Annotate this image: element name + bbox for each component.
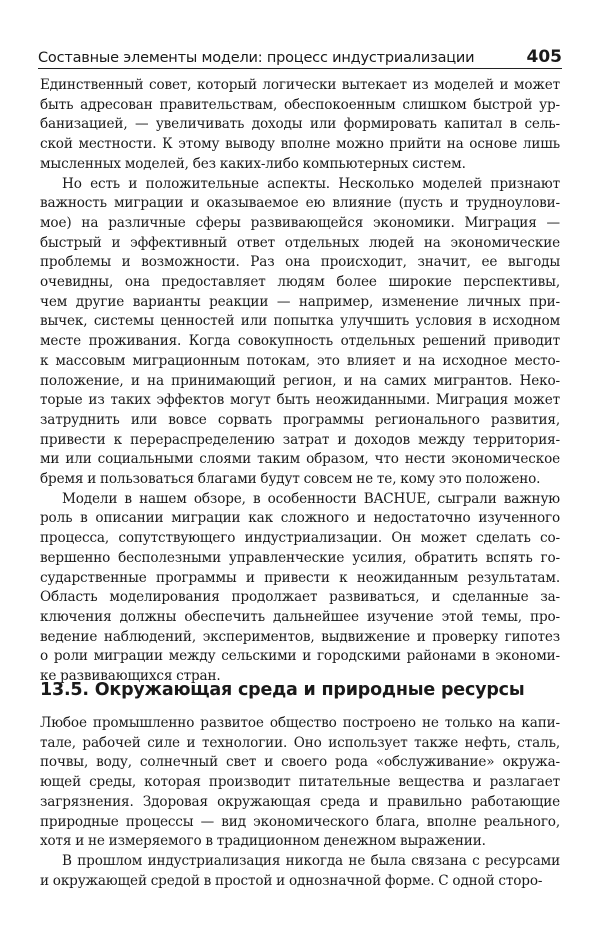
section-number: 13.5. xyxy=(40,680,89,700)
paragraph xyxy=(40,490,560,687)
text-line: банизацией, — увеличивать доходы или формировать капитал в сель- xyxy=(40,116,560,133)
paragraph xyxy=(40,175,560,490)
text-line: ключения должны обеспечить дальнейшее изучение этой темы, про- xyxy=(40,608,560,625)
text-line: важность миграции и оказываемое ею влияние (пусть и трудноулови- xyxy=(40,195,560,212)
text-line: Но есть и положительные аспекты. Несколько моделей признают xyxy=(62,175,560,192)
running-head xyxy=(38,44,562,69)
text-line: ведение наблюдений, экспериментов, выдвижение и проверку гипотез xyxy=(40,628,560,645)
text-line: Область моделирования продолжает развиваться, и сделанные за- xyxy=(40,589,560,606)
text-line: привести к перераспределению затрат и доходов между территория- xyxy=(40,431,560,448)
text-line: бремя и пользоваться благами будут совсем не те, кому это положено. xyxy=(40,471,541,488)
text-line: В прошлом индустриализация никогда не была связана с ресурсами xyxy=(62,852,560,869)
running-title: Составные элементы модели: процесс индустриализации xyxy=(38,50,475,66)
text-line: и окружающей средой в простой и однозначной форме. С одной сторо- xyxy=(40,872,543,889)
text-line: процесса, сопутствующего индустриализации. Он может сделать со- xyxy=(40,530,560,547)
text-line: ке развивающихся стран. xyxy=(40,668,221,685)
text-line: мысленных моделей, без каких-либо компьютерных систем. xyxy=(40,155,466,172)
section-heading xyxy=(40,680,560,700)
text-line: природные процессы — вид экономического блага, вполне реального, xyxy=(40,813,560,830)
text-line: проблемы и возможности. Раз она происходит, значит, ее выгоды xyxy=(40,254,560,271)
text-line: затруднить или вовсе сорвать программы регионального развития, xyxy=(40,411,560,428)
paragraph xyxy=(40,76,560,175)
text-line: к массовым миграционным потокам, это влияет и на исходное место- xyxy=(40,352,560,369)
text-line: загрязнения. Здоровая окружающая среда и правильно работающие xyxy=(40,793,560,810)
text-line: ми или социальными слоями таким образом, что нести экономическое xyxy=(40,451,560,468)
text-line: положение, и на принимающий регион, и на самих мигрантов. Неко- xyxy=(40,372,560,389)
section-title: Окружающая среда и природные ресурсы xyxy=(94,680,525,700)
text-line: торые из таких эффектов могут быть неожиданными. Миграция может xyxy=(40,392,560,409)
text-line: сударственные программы и привести к неожиданным результатам. xyxy=(40,569,560,586)
text-line: быстрый и эффективный ответ отдельных людей на экономические xyxy=(40,234,560,251)
text-line: хотя и не измеряемого в традиционном денежном выражении. xyxy=(40,833,486,850)
text-line: Единственный совет, который логически вытекает из моделей и может xyxy=(40,77,560,93)
text-line: роль в описании миграции как сложного и недостаточно изученного xyxy=(40,510,560,527)
paragraph xyxy=(40,714,560,852)
text-line: почвы, воду, солнечный свет и своего рода «обслуживание» окружа- xyxy=(40,754,560,771)
text-line: очевидны, она предоставляет людям более широкие перспективы, xyxy=(40,274,560,291)
text-line: чем другие варианты реакции — например, изменение личных при- xyxy=(40,293,560,310)
text-line: быть адресован правительствам, обеспокоенным слишком быстрой ур- xyxy=(40,96,560,113)
paragraph xyxy=(40,852,560,891)
text-line: Любое промышленно развитое общество построено не только на капи- xyxy=(40,715,560,731)
text-line: месте проживания. Когда совокупность отдельных решений приводит xyxy=(40,333,560,350)
text-line: вершенно бесполезными управленческие усилия, обратить вспять го- xyxy=(40,549,560,566)
text-line: вычек, системы ценностей или попытка улучшить условия в исходном xyxy=(40,313,560,330)
text-line: ской местности. К этому выводу вполне можно прийти на основе лишь xyxy=(40,136,560,153)
text-line: Модели в нашем обзоре, в особенности BACHUE, сыграли важную xyxy=(62,490,560,507)
text-line: тале, рабочей силе и технологии. Оно использует также нефть, сталь, xyxy=(40,734,560,751)
text-line: ющей среды, которая производит питательные вещества и разлагает xyxy=(40,774,560,791)
body-text-top xyxy=(40,76,560,687)
body-text-bottom xyxy=(40,714,560,891)
text-line: о роли миграции между сельскими и городскими районами в экономи- xyxy=(40,648,560,665)
page-number: 405 xyxy=(526,47,562,67)
text-line: мое) на различные сферы развивающейся экономики. Миграция — xyxy=(40,214,560,231)
